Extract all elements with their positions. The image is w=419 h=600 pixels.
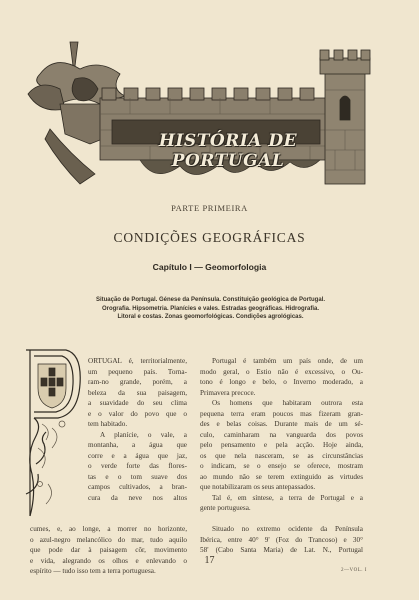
text-line: tas e o tom suave dos bbox=[88, 472, 187, 481]
text-line: pelo pensamento e pela acção. Hoje ainda, bbox=[200, 441, 363, 449]
text-line: modo geral, o Estio não é excessivo, o Ou- bbox=[200, 367, 363, 376]
chapter-title: Capítulo I — Geomorfologia bbox=[152, 262, 267, 272]
text-line: a suavidade do seu clima bbox=[88, 399, 187, 407]
blank-line bbox=[200, 514, 363, 525]
printer-signature: 2—VOL. I bbox=[341, 568, 367, 573]
text-line: Tal é, em síntese, a terra de Portugal e a bbox=[212, 493, 363, 502]
text-line: e vida, alegrando os olhos e enlevando o bbox=[30, 556, 187, 565]
text-line: o azul-negro melancólico do mar, tudo aquilo bbox=[30, 535, 187, 544]
part-label: PARTE PRIMEIRA bbox=[171, 203, 248, 213]
text-line: que notabilizaram os seus antepassados. bbox=[200, 483, 316, 491]
summary-line: Orografia. Hipsometria. Planícies e vales. Estradas geográficas. Hidrografia. bbox=[101, 305, 320, 312]
left-column-top bbox=[88, 356, 187, 503]
text-line: tem habitado. bbox=[88, 420, 128, 428]
page-number: 17 bbox=[204, 555, 215, 566]
text-line: Situado no extremo ocidente da Península bbox=[212, 525, 363, 533]
text-line: Primavera precoce. bbox=[200, 388, 256, 397]
left-column-bottom bbox=[30, 524, 187, 577]
text-line: cura da neve nos altos bbox=[88, 493, 187, 502]
text-line: campos cultivados, a bran- bbox=[88, 483, 187, 491]
header-banner bbox=[20, 34, 398, 194]
text-line: o indicam, se o ensejo se oferece, mostram bbox=[200, 462, 363, 470]
text-line: que pode dar à paisagem côr, movimento bbox=[30, 546, 187, 554]
text-line: des e belas coisas. Durante mais de um sé- bbox=[200, 420, 363, 428]
text-line: o verde forte das flores- bbox=[88, 462, 187, 470]
text-line: os que nela nasceram, se as circunstâncias bbox=[200, 451, 363, 460]
text-line: beleza da sua paisagem, bbox=[88, 388, 187, 397]
section-title: CONDIÇÕES GEOGRÁFICAS bbox=[113, 230, 306, 245]
chapter-summary bbox=[58, 296, 363, 322]
text-line: culo, caminharam na vanguarda dos povos bbox=[200, 430, 363, 439]
summary-line: Litoral e costas. Zonas geomorfológicas. Condições agrológicas. bbox=[117, 314, 304, 321]
text-line: Ibérica, entre 40° 9' (Foz do Trancoso) e 30° bbox=[200, 535, 363, 544]
text-line: montanha, a água que bbox=[88, 441, 187, 449]
summary-line: Situação de Portugal. Génese da Península. Constituição geológica de Portugal. bbox=[95, 297, 326, 303]
text-line: corre e a água que jaz, bbox=[88, 451, 187, 460]
text-line: A planície, o vale, a bbox=[100, 430, 187, 439]
text-line: ram-no grande, porém, a bbox=[88, 378, 187, 386]
text-line: tono é longo e belo, o Inverno moderado, a bbox=[200, 378, 363, 386]
text-line: e o valor do povo que o bbox=[88, 409, 187, 418]
text-line: pequena terra eram poucos mas fizeram gran- bbox=[200, 409, 363, 418]
text-line: ao mundo não se terem extinguido as virtudes bbox=[200, 472, 363, 481]
text-line: gente portuguesa. bbox=[200, 504, 251, 512]
text-line: um pequeno país. Torna- bbox=[88, 367, 187, 376]
text-line: Portugal é também um país onde, de um bbox=[212, 357, 363, 365]
text-line: Os homens que habitaram outrora esta bbox=[212, 399, 363, 407]
right-column bbox=[200, 356, 363, 556]
text-line: cumes, e, ao longe, a morrer no horizonte, bbox=[30, 525, 187, 533]
text-line: espírito — tudo isso tem a terra portuguesa. bbox=[30, 567, 156, 575]
banner-title: HISTÓRIA DE PORTUGAL bbox=[158, 131, 298, 171]
illuminated-initial-p bbox=[22, 344, 84, 522]
text-line: 58' (Cabo Santa Maria) de Lat. N., Portugal bbox=[200, 546, 363, 554]
text-line: ORTUGAL é, territorialmente, bbox=[88, 357, 187, 365]
